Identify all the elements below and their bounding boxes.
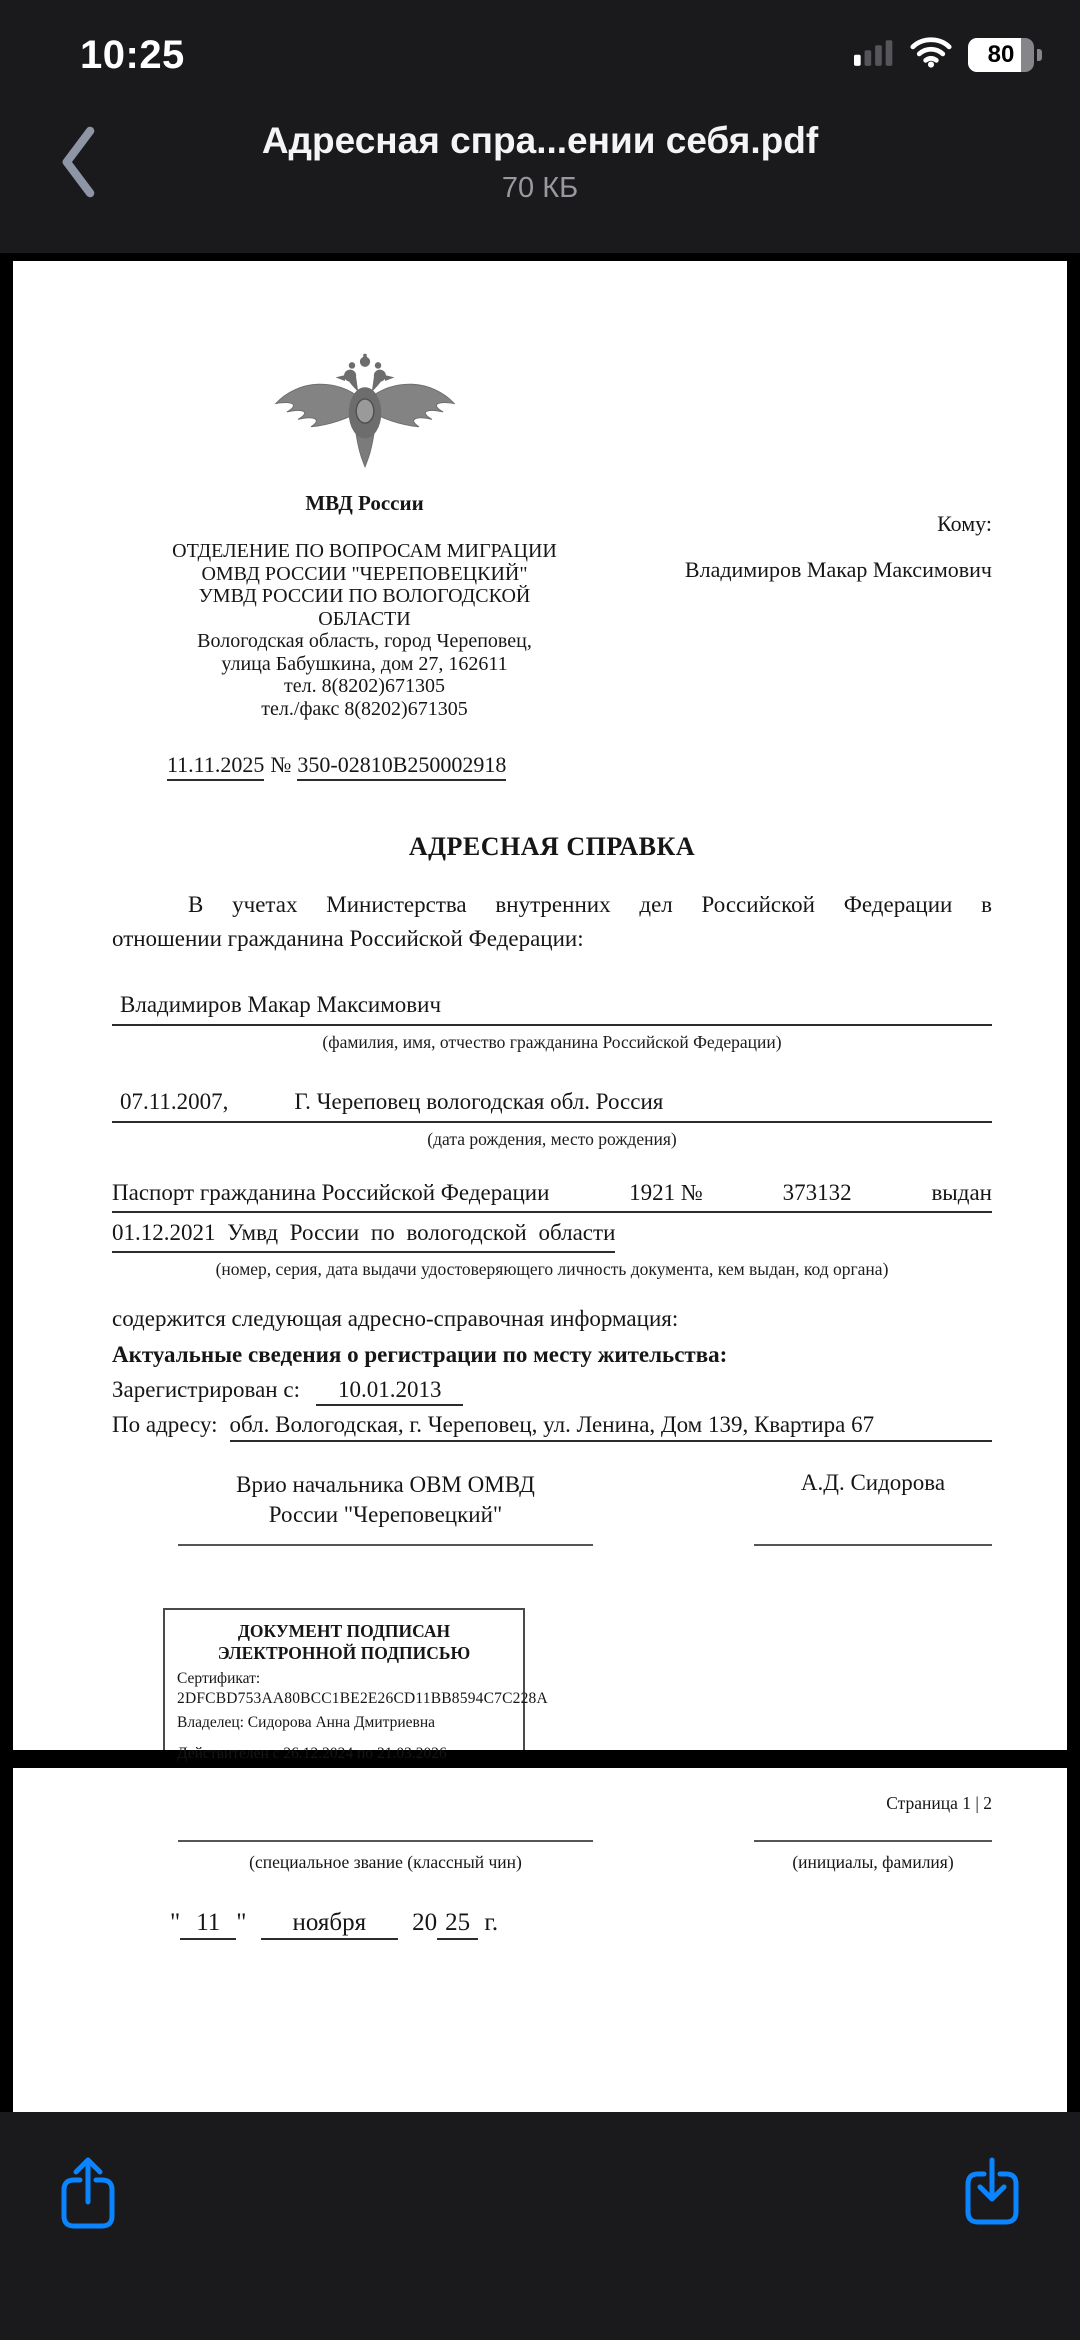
birth-field <box>112 1089 992 1150</box>
page-indicator: Страница 1 | 2 <box>886 1793 992 1813</box>
file-title: Адресная спра...ении себя.pdf <box>261 120 819 161</box>
passport-line-2: 01.12.2021 Умвд России по вологодской области <box>112 1220 615 1253</box>
recipient-name: Владимиров Макар Максимович <box>684 557 992 582</box>
esign-title-line: ДОКУМЕНТ ПОДПИСАН <box>237 1621 451 1641</box>
org-address-line: ОМВД РОССИИ "ЧЕРЕПОВЕЦКИЙ" <box>201 562 528 585</box>
signer-name: А.Д. Сидорова <box>754 1470 992 1546</box>
birth-caption: (дата рождения, место рождения) <box>427 1129 677 1149</box>
residence-heading: Актуальные сведения о регистрации по месту жительства: <box>112 1342 728 1367</box>
signer-position-line: России "Череповецкий" <box>268 1502 503 1527</box>
date-suffix: г. <box>484 1909 499 1936</box>
page-gap <box>0 1750 1080 1768</box>
esign-validity: Действителен с 26.12.2024 по 21.03.2026 <box>177 1745 447 1762</box>
close-quote: " <box>236 1909 247 1936</box>
esign-title <box>177 1620 511 1664</box>
passport-line-1 <box>112 1180 992 1213</box>
fio-value: Владимиров Макар Максимович <box>112 992 992 1026</box>
rank-line <box>178 1840 593 1842</box>
intro-line: В учетах Министерства внутренних дел Российской Федерации в <box>188 892 992 917</box>
passport-field <box>112 1180 992 1280</box>
registered-row <box>112 1377 992 1403</box>
fio-caption: (фамилия, имя, отчество гражданина Российской Федерации) <box>322 1032 782 1052</box>
recipient-block <box>617 353 992 720</box>
date-month: ноября <box>261 1909 399 1940</box>
address-value: обл. Вологодская, г. Череповец, ул. Ленина, Дом 139, Квартира 67 <box>230 1412 992 1442</box>
clock-text: 10:25 <box>80 32 185 77</box>
org-block <box>112 353 617 720</box>
document-header <box>0 90 1080 205</box>
share-button[interactable] <box>54 2154 122 2233</box>
signer-position <box>178 1470 593 1546</box>
battery-icon <box>968 38 1034 72</box>
doc-date: 11.11.2025 <box>167 752 264 781</box>
pdf-page-1 <box>13 261 1067 1813</box>
passport-prefix: Паспорт гражданина Российской Федерации <box>112 1180 550 1205</box>
registered-label: Зарегистрирован с: <box>112 1377 300 1402</box>
signer-position-line: Врио начальника ОВМ ОМВД <box>236 1472 535 1497</box>
battery-percent: 80 <box>987 41 1015 68</box>
back-chevron-icon <box>59 126 99 201</box>
download-button[interactable] <box>958 2154 1026 2233</box>
org-address-line: ОБЛАСТИ <box>318 607 411 630</box>
initials-caption: (инициалы, фамилия) <box>792 1852 954 1872</box>
status-icons <box>854 37 1034 73</box>
rule-captions <box>112 1852 992 1873</box>
date-century: 20 <box>412 1909 438 1936</box>
top-chrome <box>0 0 1080 253</box>
rank-caption: (специальное звание (классный чин) <box>249 1852 522 1872</box>
date-day: 11 <box>180 1909 236 1940</box>
mvd-emblem-icon <box>272 353 458 469</box>
passport-issued-word: выдан <box>931 1180 992 1205</box>
org-address-line: УМВД РОССИИ ПО ВОЛОГОДСКОЙ <box>198 585 531 607</box>
esign-cert-value: 2DFCBD753AA80BCC1BE2E26CD11BB8594C7C228A <box>177 1690 548 1707</box>
org-address-line: тел./факс 8(8202)671305 <box>261 697 468 720</box>
org-address <box>112 540 617 720</box>
esign-owner: Владелец: Сидорова Анна Дмитриевна <box>177 1714 436 1731</box>
address-row <box>112 1412 992 1442</box>
cellular-signal-icon <box>854 39 894 71</box>
wifi-icon <box>910 37 952 73</box>
org-name: МВД России <box>305 491 424 515</box>
registered-date: 10.01.2013 <box>316 1377 464 1406</box>
intro-line: отношении гражданина Российской Федерации: <box>112 926 584 951</box>
initials-line <box>754 1840 992 1842</box>
recipient-label: Кому: <box>937 511 992 536</box>
org-address-line: улица Бабушкина, дом 27, 162611 <box>221 652 508 675</box>
org-address-line: Вологодская область, город Череповец, <box>197 630 532 652</box>
intro-paragraph <box>112 888 992 956</box>
document-title: АДРЕСНАЯ СПРАВКА <box>408 832 696 861</box>
status-bar <box>0 0 1080 90</box>
contains-line: содержится следующая адресно-справочная информация: <box>112 1306 679 1331</box>
org-address-line: ОТДЕЛЕНИЕ ПО ВОПРОСАМ МИГРАЦИИ <box>172 540 557 562</box>
esign-cert-label: Сертификат: <box>177 1670 261 1687</box>
share-icon <box>54 2218 122 2233</box>
open-quote: " <box>170 1909 181 1936</box>
file-size: 70 КБ <box>501 172 579 204</box>
passport-caption: (номер, серия, дата выдачи удостоверяющего личность документа, кем выдан, код органа) <box>215 1259 889 1279</box>
download-icon <box>958 2218 1026 2233</box>
birth-value <box>112 1089 992 1123</box>
fio-field <box>112 992 992 1053</box>
address-label: По адресу: <box>112 1412 218 1437</box>
birth-place: Г. Череповец вологодская обл. Россия <box>294 1089 664 1114</box>
chrome-page-divider <box>0 253 1080 261</box>
pdf-page-2 <box>13 1768 1067 2112</box>
org-address-line: тел. 8(8202)671305 <box>284 675 445 697</box>
bottom-toolbar <box>0 2112 1080 2340</box>
number-sign: № <box>270 752 292 777</box>
passport-number: 373132 <box>782 1180 852 1205</box>
date-line <box>170 1909 992 1937</box>
esign-title-line: ЭЛЕКТРОННОЙ ПОДПИСЬЮ <box>217 1643 471 1663</box>
date-year: 25 <box>437 1909 478 1940</box>
doc-number: 350-02810В250002918 <box>297 752 506 781</box>
passport-series: 1921 № <box>629 1180 703 1205</box>
back-button[interactable] <box>34 108 124 218</box>
birth-date: 07.11.2007, <box>120 1089 229 1114</box>
doc-number-row <box>167 752 992 778</box>
signature-row <box>112 1470 992 1546</box>
signature-rules <box>112 1840 992 1842</box>
